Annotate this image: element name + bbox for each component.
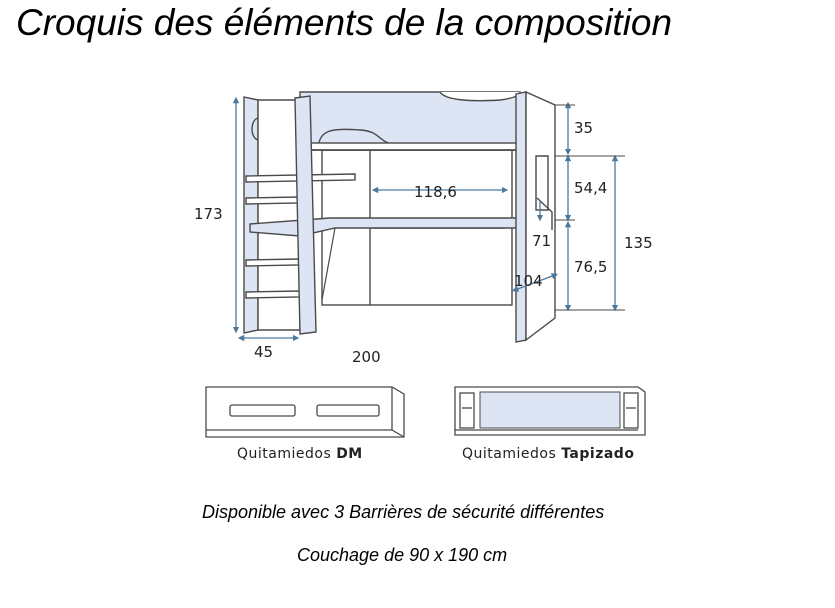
dim-top-rail: 35 xyxy=(574,119,594,137)
barrier-dm xyxy=(206,387,404,437)
dim-desk-depth: 71 xyxy=(532,232,552,250)
barrier-tapizado xyxy=(455,387,645,435)
dim-desk-width: 118,6 xyxy=(414,183,457,201)
dim-desk-height: 76,5 xyxy=(574,258,608,276)
availability-note: Disponible avec 3 Barrières de sécurité différentes xyxy=(202,502,605,522)
barrier-dm-caption: Quitamiedos DM xyxy=(237,446,363,462)
dim-total-height: 173 xyxy=(194,205,223,223)
barrier-tapizado-caption: Quitamiedos Tapizado xyxy=(462,446,635,462)
dim-ladder-width: 45 xyxy=(254,343,274,361)
dim-bed-height: 135 xyxy=(624,234,653,252)
dim-mid-gap: 54,4 xyxy=(574,179,608,197)
bed-structure xyxy=(244,92,555,342)
dim-side-depth: 104 xyxy=(514,272,543,290)
page-title: Croquis des éléments de la composition xyxy=(16,2,673,43)
dim-total-length: 200 xyxy=(352,348,381,366)
bed-size-note: Couchage de 90 x 190 cm xyxy=(297,545,508,565)
right-post xyxy=(516,92,526,342)
